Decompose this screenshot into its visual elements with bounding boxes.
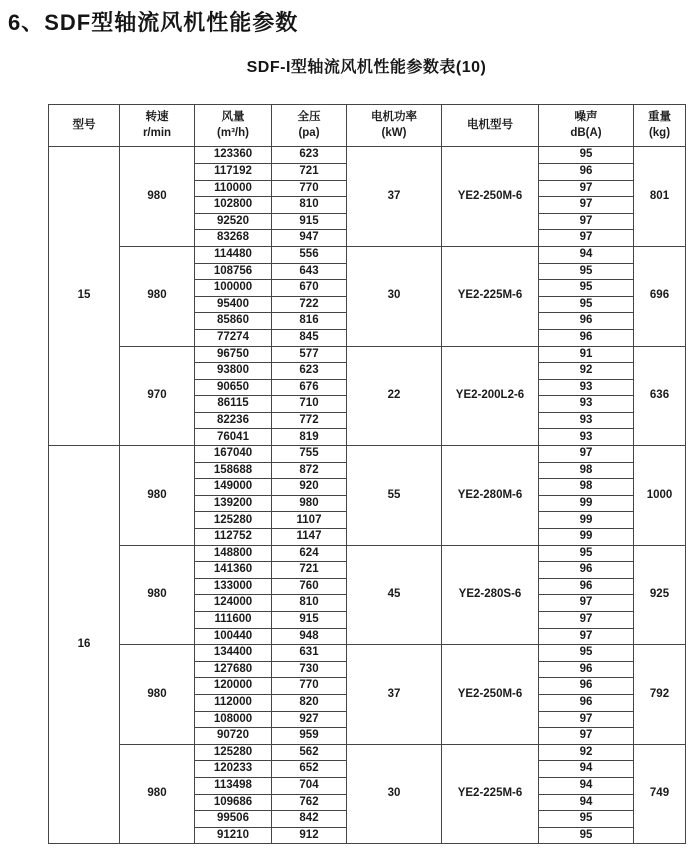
pressure-cell: 670 (272, 280, 347, 297)
flow-cell: 93800 (195, 363, 272, 380)
noise-cell: 95 (539, 645, 634, 662)
weight-cell: 792 (634, 645, 686, 745)
fan-performance-table (48, 104, 686, 844)
noise-cell: 92 (539, 744, 634, 761)
flow-cell: 95400 (195, 296, 272, 313)
table-title: SDF-I型轴流风机性能参数表(10) (246, 59, 487, 77)
pressure-cell: 872 (272, 462, 347, 479)
col-header-unit: (kW) (381, 126, 407, 139)
pressure-cell: 912 (272, 827, 347, 844)
pressure-cell: 704 (272, 777, 347, 794)
table-row (49, 645, 686, 662)
flow-cell: 127680 (195, 661, 272, 678)
noise-cell: 96 (539, 578, 634, 595)
noise-cell: 96 (539, 329, 634, 346)
noise-cell: 91 (539, 346, 634, 363)
pressure-cell: 652 (272, 761, 347, 778)
noise-cell: 98 (539, 479, 634, 496)
pressure-cell: 816 (272, 313, 347, 330)
col-header-unit: (pa) (298, 126, 320, 139)
flow-cell: 120233 (195, 761, 272, 778)
noise-cell: 97 (539, 595, 634, 612)
col-header-weight (634, 105, 686, 147)
col-header-unit: (kg) (648, 126, 671, 139)
col-header-title: 风量 (221, 111, 245, 124)
speed-cell: 980 (120, 246, 195, 346)
speed-cell: 980 (120, 545, 195, 645)
flow-cell: 125280 (195, 744, 272, 761)
table-row (49, 545, 686, 562)
model-cell: 16 (49, 446, 120, 844)
flow-cell: 149000 (195, 479, 272, 496)
power-cell: 30 (347, 744, 442, 844)
col-header-unit: r/min (142, 126, 172, 139)
noise-cell: 95 (539, 296, 634, 313)
pressure-cell: 947 (272, 230, 347, 247)
col-header-model (49, 105, 120, 147)
pressure-cell: 721 (272, 562, 347, 579)
noise-cell: 93 (539, 429, 634, 446)
pressure-cell: 772 (272, 412, 347, 429)
weight-cell: 1000 (634, 446, 686, 546)
noise-cell: 96 (539, 163, 634, 180)
flow-cell: 148800 (195, 545, 272, 562)
table-row (49, 446, 686, 463)
flow-cell: 113498 (195, 777, 272, 794)
pressure-cell: 948 (272, 628, 347, 645)
model-cell: 15 (49, 147, 120, 446)
pressure-cell: 810 (272, 197, 347, 214)
noise-cell: 92 (539, 363, 634, 380)
col-header-title: 全压 (297, 111, 321, 124)
pressure-cell: 915 (272, 612, 347, 629)
flow-cell: 90720 (195, 728, 272, 745)
flow-cell: 76041 (195, 429, 272, 446)
table-row (49, 346, 686, 363)
noise-cell: 95 (539, 545, 634, 562)
weight-cell: 636 (634, 346, 686, 446)
noise-cell: 94 (539, 777, 634, 794)
flow-cell: 112752 (195, 529, 272, 546)
col-header-power (347, 105, 442, 147)
noise-cell: 96 (539, 313, 634, 330)
pressure-cell: 562 (272, 744, 347, 761)
page-heading: 6、SDF型轴流风机性能参数 (8, 10, 299, 35)
flow-cell: 86115 (195, 396, 272, 413)
flow-cell: 108000 (195, 711, 272, 728)
noise-cell: 97 (539, 728, 634, 745)
pressure-cell: 676 (272, 379, 347, 396)
pressure-cell: 1107 (272, 512, 347, 529)
noise-cell: 93 (539, 412, 634, 429)
col-header-title: 重量 (648, 111, 671, 124)
noise-cell: 97 (539, 711, 634, 728)
flow-cell: 110000 (195, 180, 272, 197)
weight-cell: 925 (634, 545, 686, 645)
flow-cell: 91210 (195, 827, 272, 844)
noise-cell: 94 (539, 794, 634, 811)
flow-cell: 92520 (195, 213, 272, 230)
motor-model-cell: YE2-225M-6 (442, 246, 539, 346)
weight-cell: 696 (634, 246, 686, 346)
pressure-cell: 820 (272, 694, 347, 711)
col-header-motor-model (442, 105, 539, 147)
flow-cell: 85860 (195, 313, 272, 330)
noise-cell: 93 (539, 379, 634, 396)
speed-cell: 980 (120, 446, 195, 546)
noise-cell: 97 (539, 197, 634, 214)
table-header (49, 105, 686, 147)
catalog-page (0, 10, 700, 855)
noise-cell: 94 (539, 246, 634, 263)
flow-cell: 117192 (195, 163, 272, 180)
pressure-cell: 631 (272, 645, 347, 662)
noise-cell: 97 (539, 446, 634, 463)
noise-cell: 99 (539, 512, 634, 529)
pressure-cell: 760 (272, 578, 347, 595)
noise-cell: 97 (539, 628, 634, 645)
motor-model-cell: YE2-250M-6 (442, 147, 539, 247)
flow-cell: 139200 (195, 495, 272, 512)
motor-model-cell: YE2-280S-6 (442, 545, 539, 645)
pressure-cell: 643 (272, 263, 347, 280)
motor-model-cell: YE2-225M-6 (442, 744, 539, 844)
pressure-cell: 810 (272, 595, 347, 612)
flow-cell: 100000 (195, 280, 272, 297)
pressure-cell: 556 (272, 246, 347, 263)
flow-cell: 141360 (195, 562, 272, 579)
noise-cell: 95 (539, 147, 634, 164)
table-body (49, 147, 686, 844)
speed-cell: 980 (120, 744, 195, 844)
flow-cell: 90650 (195, 379, 272, 396)
pressure-cell: 721 (272, 163, 347, 180)
noise-cell: 93 (539, 396, 634, 413)
flow-cell: 100440 (195, 628, 272, 645)
pressure-cell: 722 (272, 296, 347, 313)
power-cell: 22 (347, 346, 442, 446)
flow-cell: 125280 (195, 512, 272, 529)
noise-cell: 96 (539, 678, 634, 695)
speed-cell: 970 (120, 346, 195, 446)
table-row (49, 246, 686, 263)
col-header-noise (539, 105, 634, 147)
header-row (49, 105, 686, 147)
pressure-cell: 623 (272, 147, 347, 164)
noise-cell: 96 (539, 694, 634, 711)
flow-cell: 158688 (195, 462, 272, 479)
noise-cell: 95 (539, 811, 634, 828)
speed-cell: 980 (120, 645, 195, 745)
flow-cell: 120000 (195, 678, 272, 695)
noise-cell: 99 (539, 529, 634, 546)
table-row (49, 147, 686, 164)
pressure-cell: 770 (272, 678, 347, 695)
pressure-cell: 927 (272, 711, 347, 728)
col-header-title: 转速 (145, 111, 169, 124)
weight-cell: 801 (634, 147, 686, 247)
noise-cell: 97 (539, 612, 634, 629)
noise-cell: 99 (539, 495, 634, 512)
pressure-cell: 920 (272, 479, 347, 496)
motor-model-cell: YE2-200L2-6 (442, 346, 539, 446)
flow-cell: 83268 (195, 230, 272, 247)
flow-cell: 112000 (195, 694, 272, 711)
flow-cell: 77274 (195, 329, 272, 346)
pressure-cell: 577 (272, 346, 347, 363)
pressure-cell: 762 (272, 794, 347, 811)
col-header-speed (120, 105, 195, 147)
flow-cell: 109686 (195, 794, 272, 811)
noise-cell: 95 (539, 263, 634, 280)
power-cell: 30 (347, 246, 442, 346)
flow-cell: 134400 (195, 645, 272, 662)
col-header-title: 电机功率 (371, 111, 417, 124)
pressure-cell: 770 (272, 180, 347, 197)
weight-cell: 749 (634, 744, 686, 844)
col-header-pressure (272, 105, 347, 147)
noise-cell: 96 (539, 562, 634, 579)
pressure-cell: 845 (272, 329, 347, 346)
col-header-flow (195, 105, 272, 147)
flow-cell: 167040 (195, 446, 272, 463)
flow-cell: 114480 (195, 246, 272, 263)
flow-cell: 133000 (195, 578, 272, 595)
flow-cell: 99506 (195, 811, 272, 828)
power-cell: 45 (347, 545, 442, 645)
flow-cell: 82236 (195, 412, 272, 429)
noise-cell: 97 (539, 213, 634, 230)
flow-cell: 108756 (195, 263, 272, 280)
col-header-title: 型号 (72, 119, 96, 132)
pressure-cell: 842 (272, 811, 347, 828)
table-row (49, 744, 686, 761)
col-header-unit: dB(A) (570, 126, 602, 139)
motor-model-cell: YE2-250M-6 (442, 645, 539, 745)
pressure-cell: 730 (272, 661, 347, 678)
noise-cell: 97 (539, 180, 634, 197)
noise-cell: 96 (539, 661, 634, 678)
flow-cell: 124000 (195, 595, 272, 612)
pressure-cell: 710 (272, 396, 347, 413)
flow-cell: 96750 (195, 346, 272, 363)
power-cell: 37 (347, 147, 442, 247)
noise-cell: 95 (539, 280, 634, 297)
pressure-cell: 819 (272, 429, 347, 446)
pressure-cell: 1147 (272, 529, 347, 546)
power-cell: 55 (347, 446, 442, 546)
flow-cell: 102800 (195, 197, 272, 214)
flow-cell: 123360 (195, 147, 272, 164)
power-cell: 37 (347, 645, 442, 745)
noise-cell: 94 (539, 761, 634, 778)
pressure-cell: 624 (272, 545, 347, 562)
col-header-title: 噪声 (574, 111, 598, 124)
pressure-cell: 980 (272, 495, 347, 512)
noise-cell: 97 (539, 230, 634, 247)
motor-model-cell: YE2-280M-6 (442, 446, 539, 546)
pressure-cell: 623 (272, 363, 347, 380)
speed-cell: 980 (120, 147, 195, 247)
flow-cell: 111600 (195, 612, 272, 629)
pressure-cell: 959 (272, 728, 347, 745)
col-header-unit: (m³/h) (217, 126, 249, 139)
noise-cell: 98 (539, 462, 634, 479)
col-header-title: 电机型号 (467, 119, 513, 132)
pressure-cell: 915 (272, 213, 347, 230)
pressure-cell: 755 (272, 446, 347, 463)
noise-cell: 95 (539, 827, 634, 844)
